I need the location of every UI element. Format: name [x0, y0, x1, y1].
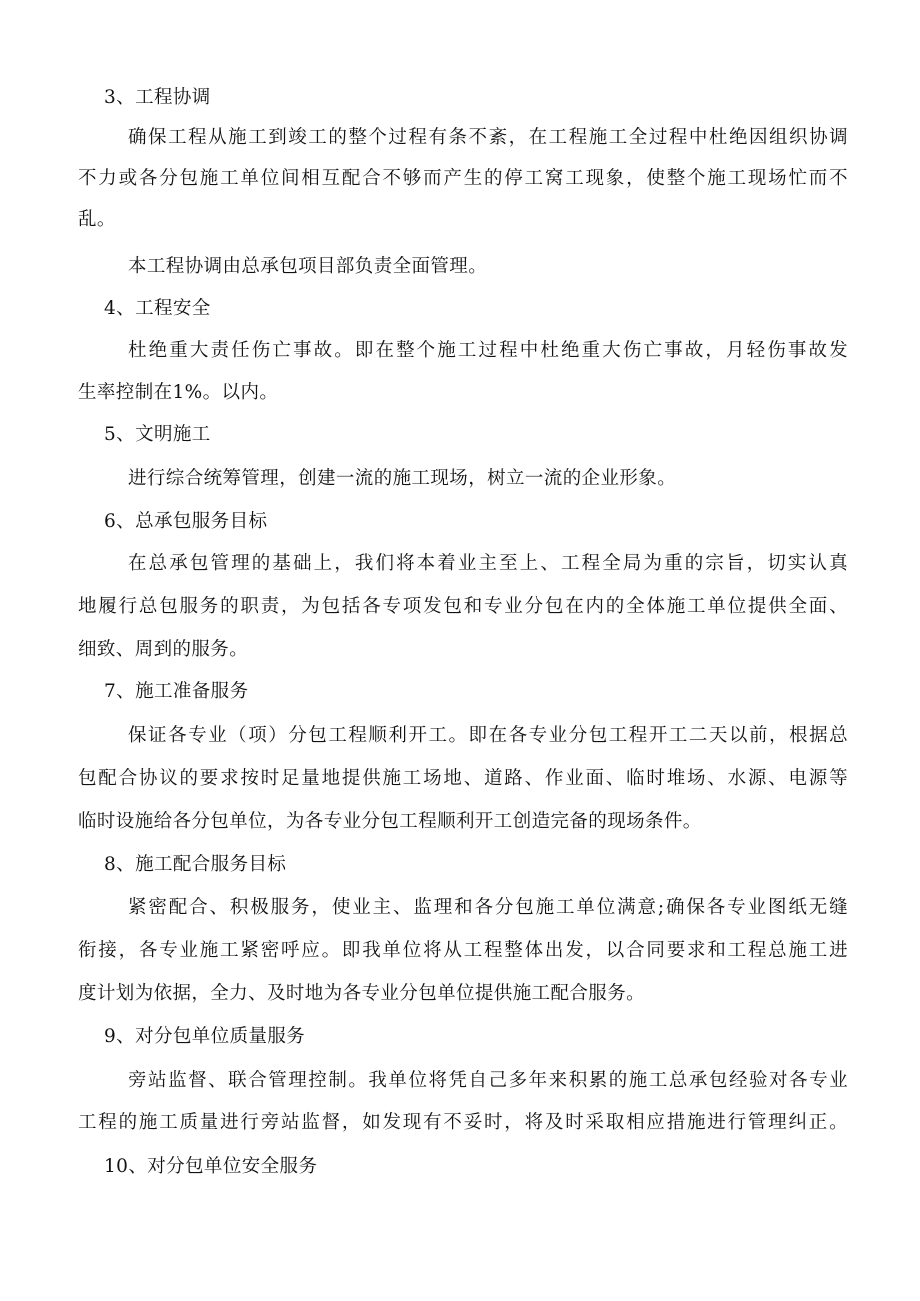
paragraph-line: 度计划为依据，全力、及时地为各专业分包单位提供施工配合服务。 — [78, 983, 646, 1004]
paragraph-line: 临时设施给各分包单位，为各专业分包工程顺利开工创造完备的现场条件。 — [78, 811, 702, 832]
paragraph-line: 进行综合统筹管理，创建一流的施工现场，树立一流的企业形象。 — [128, 468, 677, 489]
section-heading-4: 4、工程安全 — [104, 298, 211, 319]
section-heading-7: 7、施工准备服务 — [104, 681, 249, 702]
paragraph-line: 本工程协调由总承包项目部负责全面管理。 — [128, 256, 488, 277]
paragraph-line: 生率控制在1%。以内。 — [78, 382, 279, 403]
paragraph-line: 衔接，各专业施工紧密呼应。即我单位将从工程整体出发，以合同要求和工程总施工进 — [78, 940, 848, 961]
paragraph-line: 不力或各分包施工单位间相互配合不够而产生的停工窝工现象，使整个施工现场忙而不 — [78, 168, 848, 189]
paragraph-line: 在总承包管理的基础上，我们将本着业主至上、工程全局为重的宗旨，切实认真 — [128, 553, 848, 574]
paragraph-line: 包配合协议的要求按时足量地提供施工场地、道路、作业面、临时堆场、水源、电源等 — [78, 768, 848, 789]
section-heading-8: 8、施工配合服务目标 — [104, 854, 287, 875]
section-heading-3: 3、工程协调 — [104, 87, 211, 108]
paragraph-line: 保证各专业（项）分包工程顺利开工。即在各专业分包工程开工二天以前，根据总 — [128, 725, 848, 746]
section-heading-10: 10、对分包单位安全服务 — [104, 1156, 318, 1177]
paragraph-line: 杜绝重大责任伤亡事故。即在整个施工过程中杜绝重大伤亡事故，月轻伤事故发 — [128, 340, 848, 361]
paragraph-line: 工程的施工质量进行旁站监督，如发现有不妥时，将及时采取相应措施进行管理纠正。 — [78, 1112, 848, 1133]
paragraph-line: 地履行总包服务的职责，为包括各专项发包和专业分包在内的全体施工单位提供全面、 — [78, 596, 848, 617]
paragraph-line: 细致、周到的服务。 — [78, 639, 249, 660]
section-heading-5: 5、文明施工 — [104, 424, 211, 445]
section-heading-6: 6、总承包服务目标 — [104, 511, 268, 532]
paragraph-line: 紧密配合、积极服务，使业主、监理和各分包施工单位满意;确保各专业图纸无缝 — [128, 897, 848, 918]
section-heading-9: 9、对分包单位质量服务 — [104, 1026, 306, 1047]
paragraph-line: 旁站监督、联合管理控制。我单位将凭自己多年来积累的施工总承包经验对各专业 — [128, 1070, 848, 1091]
paragraph-line: 确保工程从施工到竣工的整个过程有条不紊，在工程施工全过程中杜绝因组织协调 — [128, 127, 848, 148]
paragraph-line: 乱。 — [78, 209, 116, 230]
